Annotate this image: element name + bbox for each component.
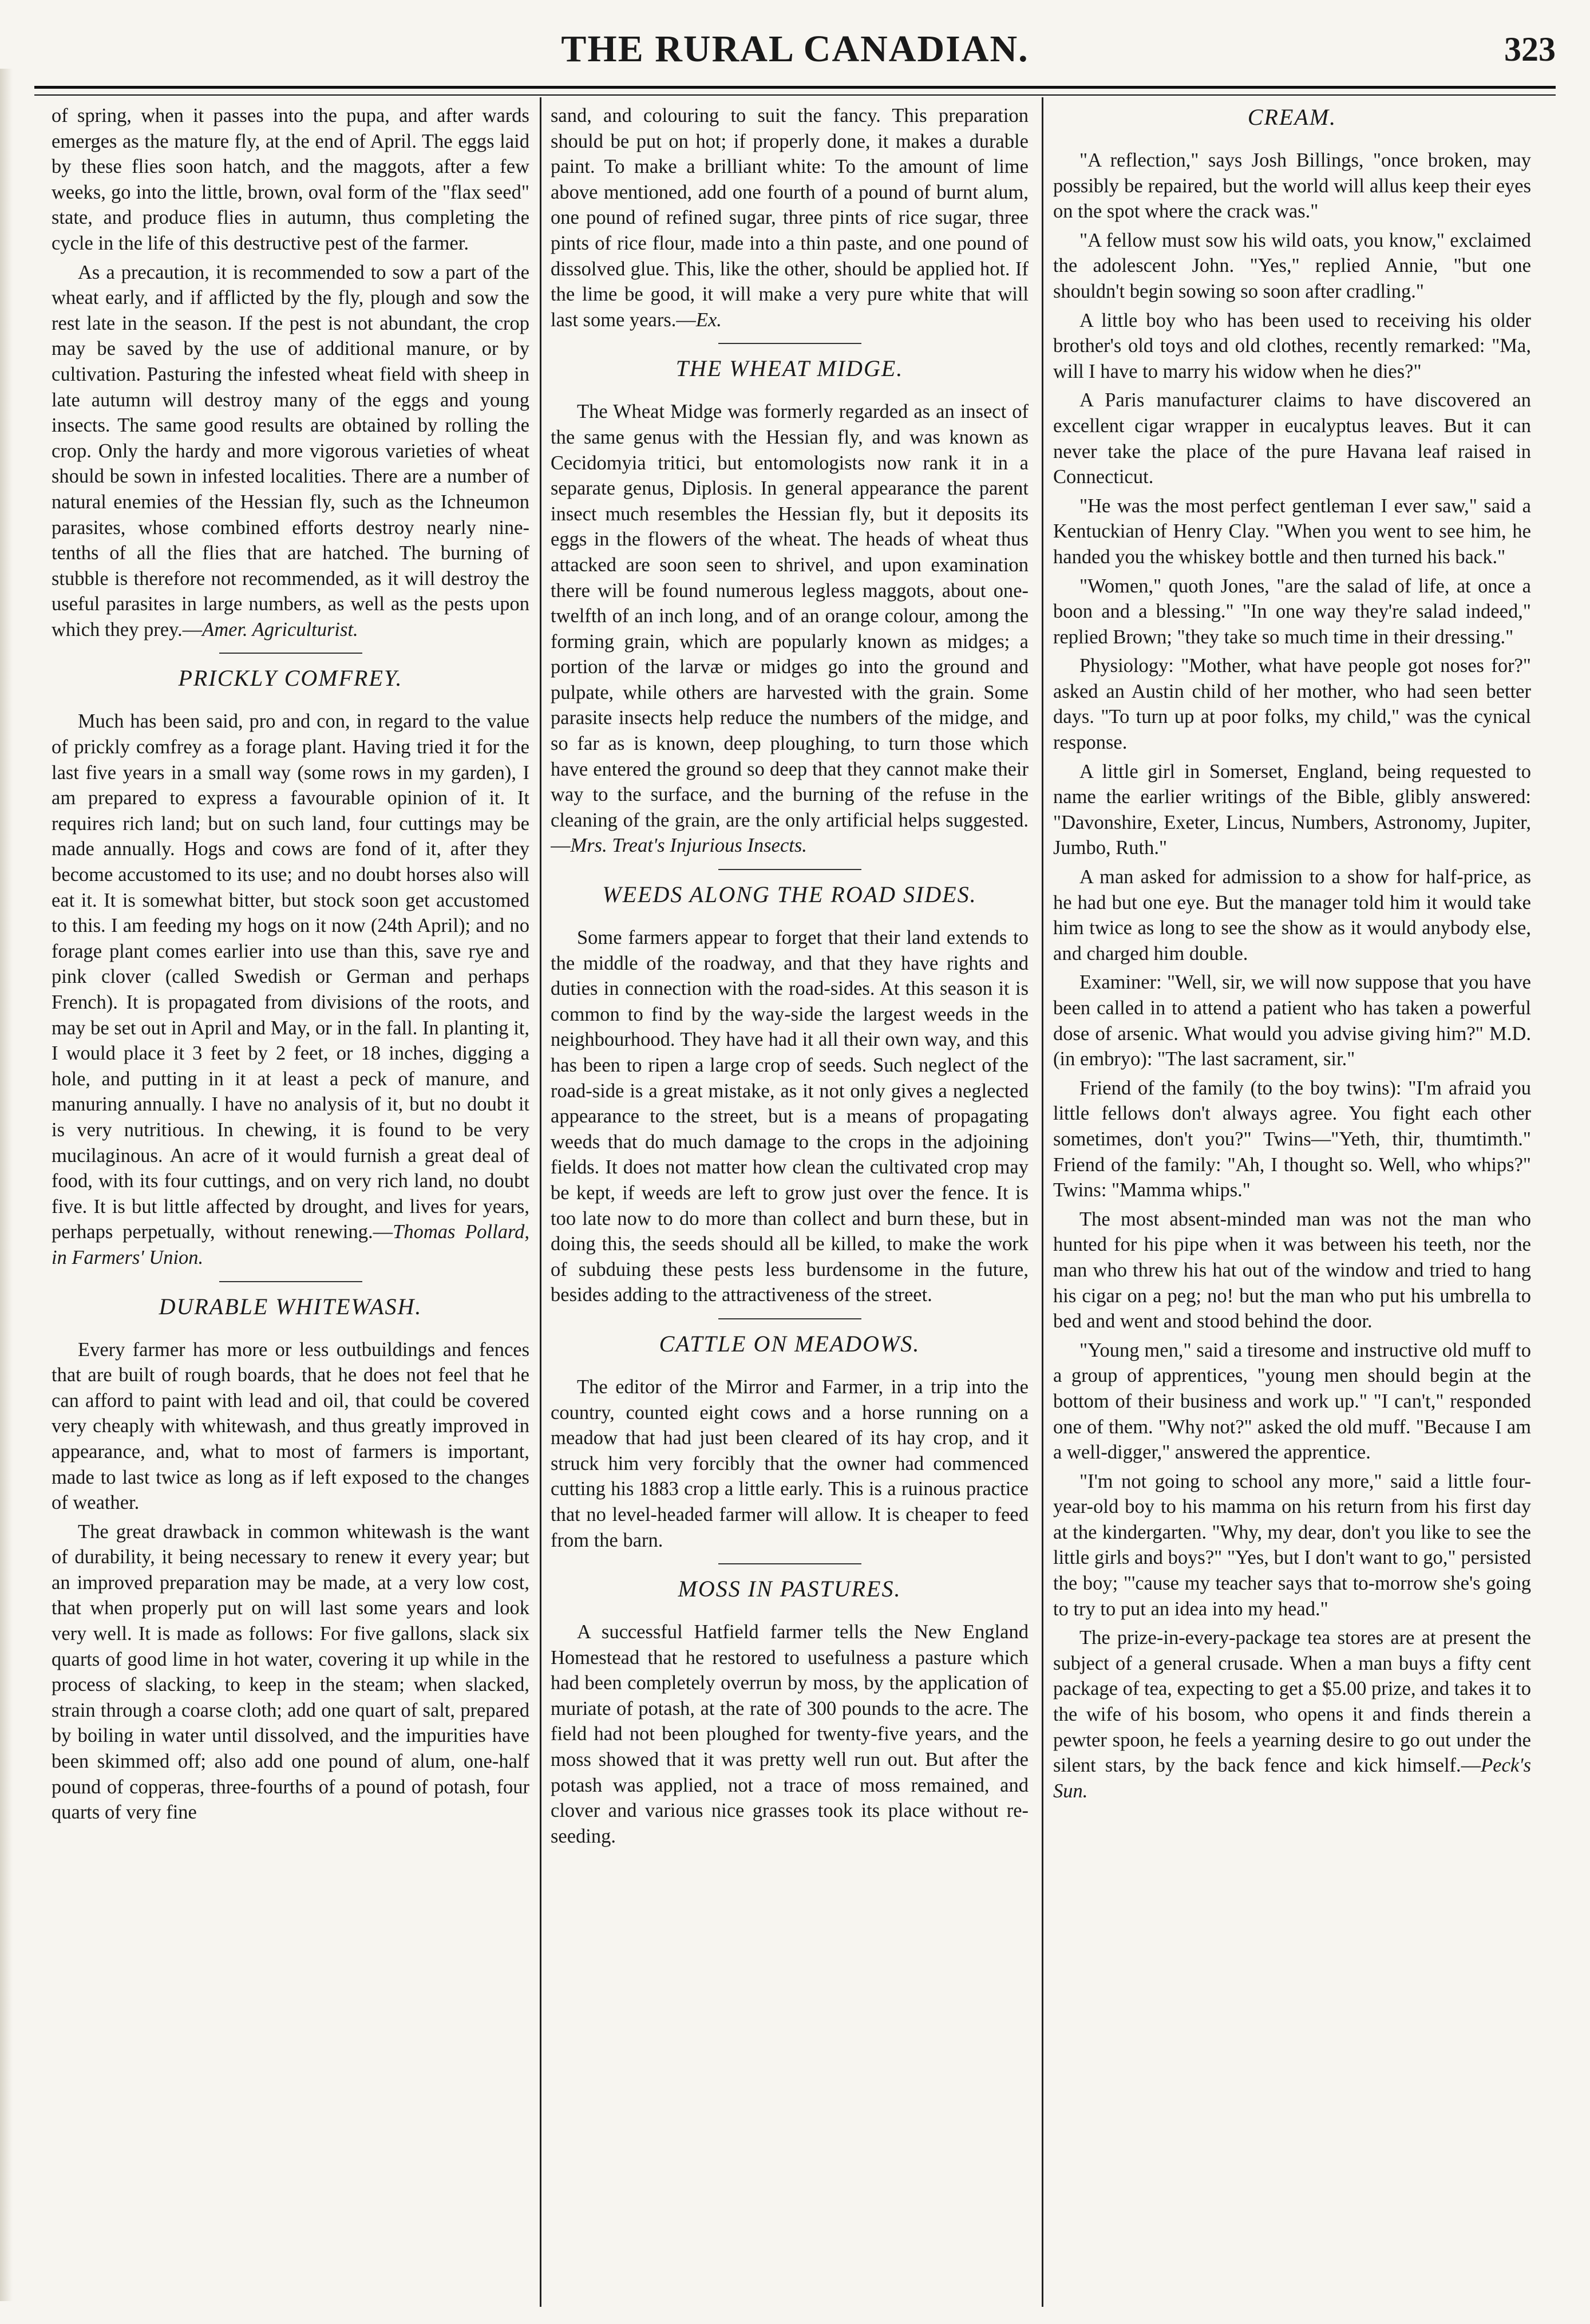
paragraph: "A reflection," says Josh Billings, "once broken, may possibly be repaired, but the world will allus keep their eyes on the spot where the crack was." (1053, 149, 1531, 223)
article-heading: MOSS IN PASTURES. (678, 1576, 901, 1602)
paragraph: Examiner: "Well, sir, we will now suppose that you have been called in to attend a patient who has taken a powerful dose of arsenic. What would you advise giving him?" M.D. (in embryo): "The last sacrament, sir." (1053, 971, 1531, 1070)
paragraph: A little boy who has been used to receiving his older brother's old toys and old clothes, recently remarked: "Ma, will I have to marry his widow when he dies?" (1053, 309, 1531, 382)
paragraph: sand, and colouring to suit the fancy. This preparation should be put on hot; if properly done, it makes a durable paint. To make a brilliant white: To the amount of lime above mentioned, add one fourth of a pound of burnt alum, one pound of refined sugar, three pints of rice sugar, three pints of rice flour, made into a thin paste, and one pound of dissolved glue. This, like the other, should be applied hot. If the lime be good, it will make a very pure white that will last some years.—Ex. (551, 105, 1029, 331)
paragraph: The most absent-minded man was not the man who hunted for his pipe when it was between his teeth, nor the man who threw his hat out of the window and tried to hang his cigar on a peg; no! but the man who put his umbrella to bed and went and stood behind the door. (1053, 1208, 1531, 1333)
article-separator (718, 343, 861, 344)
column-middle (551, 103, 1029, 2295)
paragraph: The prize-in-every-package tea stores are at present the subject of a general crusade. When a man buys a fifty cent package of tea, expecting to get a $5.00 prize, and takes it to the wife of his bosom, who opens it and finds therein a pewter spoon, he feels a yearning desire to go out under the silent stars, by the back fence and kick himself.—Peck's Sun. (1053, 1627, 1531, 1802)
column-rule (1042, 97, 1043, 2307)
article-heading: WEEDS ALONG THE ROAD SIDES. (602, 882, 977, 908)
paragraph: "He was the most perfect gentleman I ever saw," said a Kentuckian of Henry Clay. "When you went to see him, he handed you the whiskey bottle and then turned his back." (1053, 495, 1531, 568)
column-right (1053, 103, 1531, 2295)
paragraph: The editor of the Mirror and Farmer, in a trip into the country, counted eight cows and a horse running on a meadow that had just been cleared of its hay crop, and it struck him very forcibly that the owner had commenced cutting his 1883 crop a little early. This is a ruinous practice that no level-headed farmer will allow. It is cheaper to feed from the barn. (551, 1376, 1029, 1551)
paragraph: "Women," quoth Jones, "are the salad of life, at once a boon and a blessing." "In one way they're salad indeed," replied Brown; "they take so much time in their dressing." (1053, 575, 1531, 648)
page-number: 323 (1504, 30, 1556, 68)
article-source: Peck's Sun. (1053, 1754, 1531, 1802)
paragraph: Much has been said, pro and con, in regard to the value of prickly comfrey as a forage plant. Having tried it for the last five years in a small way (some rows in my garden), I am prepared to express a favourable opinion of it. It requires rich land; but on such land, four cuttings may be made annually. Hogs and cows are fond of it, after they become accustomed to its use; and no doubt horses also will eat it. It is somewhat bitter, but stock soon get accustomed to this. I am feeding my hogs on it now (24th April); and no forage plant comes earlier into use than this, save rye and pink clover (called Swedish or German and perhaps French). It is propagated from divisions of the roots, and may be set out in April and May, or in the fall. In planting it, I would place it 3 feet by 2 feet, or 18 inches, digging a hole, and putting in it at least a peck of manure, and manuring annually. I have no analysis of it, but no doubt it is very nutritious. In chewing, it is found to be very mucilaginous. An acre of it would furnish a great deal of food, with its four cuttings, and on very rich land, no doubt five. It is but little affected by drought, and lives for years, perhaps perpetually, without renewing.—Thomas Pollard, in Farmers' Union. (52, 710, 529, 1268)
article-heading: CATTLE ON MEADOWS. (659, 1330, 920, 1357)
article-heading: DURABLE WHITEWASH. (159, 1293, 422, 1319)
article-separator (718, 1318, 861, 1319)
paragraph: A Paris manufacturer claims to have discovered an excellent cigar wrapper in eucalyptus leaves. But it can never take the place of the pure Havana leaf raised in Connecticut. (1053, 389, 1531, 488)
paragraph: "I'm not going to school any more," said a little four-year-old boy to his mamma on his return from his first day at the kindergarten. "Why, my dear, don't you like to see the little girls and boys?" "Yes, but I don't want to go," persisted the boy; "'cause my teacher says that to-morrow she's going to try to put an idea into my head." (1053, 1470, 1531, 1620)
article-separator (718, 1563, 861, 1564)
article-heading: CREAM. (1247, 104, 1337, 130)
column-rule (540, 97, 541, 2307)
paragraph: Some farmers appear to forget that their land extends to the middle of the roadway, and that they have rights and duties in connection with the road-sides. At this season it is common to find by the way-side the largest weeds in the neighbourhood. They have had it all their own way, and this has been to ripen a large crop of seeds. Such neglect of the road-side is a great mistake, as it not only gives a neglected appearance to the street, but is a means of propagating weeds that do much damage to the crops in the adjoining fields. It does not matter how clean the cultivated crop may be kept, if weeds are left to grow just over the fence. It is too late now to do more than collect and burn these, but in doing this, the seeds should all be killed, to make the work of subduing these pests less burdensome in the future, besides adding to the attractiveness of the street. (551, 927, 1029, 1306)
article-separator (219, 653, 362, 654)
article-source: Thomas Pollard, in Farmers' Union. (52, 1221, 529, 1268)
paragraph: As a precaution, it is recommended to sow a part of the wheat early, and if afflicted by the fly, plough and sow the rest late in the season. If the pest is not abundant, the crop may be saved by the use of additional manure, or by cultivation. Pasturing the infested wheat field with sheep in late autumn will destroy many of the eggs and young insects. The same good results are obtained by rolling the crop. Only the hardy and more vigorous varieties of wheat should be sown in infested localities. There are a number of natural enemies of the Hessian fly, such as the Ichneumon parasites, whose combined efforts destroy nearly nine-tenths of all the flies that are hatched. The burning of stubble is therefore not recommended, as it will destroy the useful parasites in large numbers, as well as the pests upon which they prey.—Amer. Agriculturist. (52, 261, 529, 641)
paragraph: "Young men," said a tiresome and instructive old muff to a group of apprentices, "young men should begin at the bottom of their business and work up." "I can't," responded one of them. "Why not?" asked the old muff. "Because I am a well-digger," answered the apprentice. (1053, 1339, 1531, 1464)
paragraph: Every farmer has more or less outbuildings and fences that are built of rough boards, that he does not feel that he can afford to paint with lead and oil, that could be covered very cheaply with whitewash, and thus greatly improved in appearance, and, what to most of farmers is important, made to last twice as long as if left exposed to the changes of weather. (52, 1338, 529, 1514)
paragraph: Friend of the family (to the boy twins): "I'm afraid you little fellows don't always agree. You fight each other sometimes, don't you?" Twins—"Yeth, thir, thumtimth." Friend of the family: "Ah, I thought so. Well, who whips?" Twins: "Mamma whips." (1053, 1077, 1531, 1201)
article-separator (219, 1281, 362, 1282)
paragraph: "A fellow must sow his wild oats, you know," exclaimed the adolescent John. "Yes," replied Annie, "but one shouldn't begin sowing so soon after cradling." (1053, 229, 1531, 302)
paragraph: of spring, when it passes into the pupa, and after wards emerges as the mature fly, at the end of April. The eggs laid by these flies soon hatch, and the maggots, after a few weeks, go into the little, brown, oval form of the "flax seed" state, and produce flies in autumn, thus completing the cycle in the life of this destructive pest of the farmer. (52, 105, 529, 254)
paragraph: Physiology: "Mother, what have people got noses for?" asked an Austin child of her mother, who had seen better days. "To turn up at poor folks, my child," was the cynical response. (1053, 655, 1531, 754)
page-header (34, 17, 1556, 80)
column-left (52, 103, 529, 2295)
running-title: THE RURAL CANADIAN. (561, 28, 1029, 70)
paragraph: A successful Hatfield farmer tells the New England Homestead that he restored to usefulness a pasture which had been completely overrun by moss, by the application of muriate of potash, at the rate of 300 pounds to the acre. The field had not been ploughed for twenty-five years, and the moss showed that it was pretty well run out. But after the potash was applied, not a trace of moss remained, and clover and various nice grasses took its place without re-seeding. (551, 1621, 1029, 1847)
paragraph: The great drawback in common whitewash is the want of durability, it being necessary to renew it every year; but an improved preparation may be made, at a very low cost, that when properly put on will last some years and look very well. It is made as follows: For five gallons, slack six quarts of good lime in hot water, covering it up while in the process of slacking, to keep in the steam; when slacked, strain through a coarse cloth; add one quart of salt, prepared by boiling in water until dissolved, and the impurities have been skimmed off; also add one pound of alum, one-half pound of copperas, three-fourths of a pound of potash, four quarts of very fine (52, 1520, 529, 1824)
article-separator (718, 869, 861, 870)
article-heading: THE WHEAT MIDGE. (675, 355, 904, 382)
paragraph: A man asked for admission to a show for half-price, as he had but one eye. But the manager told him it would take him twice as long to see the show as it would anybody else, and charged him double. (1053, 866, 1531, 965)
article-heading: PRICKLY COMFREY. (178, 665, 403, 691)
article-source: Amer. Agriculturist. (202, 618, 358, 641)
article-source: Mrs. Treat's Injurious Insects. (570, 835, 807, 857)
page-binding-edge (0, 69, 13, 2301)
header-rule (34, 86, 1556, 96)
paragraph: The Wheat Midge was formerly regarded as an insect of the same genus with the Hessian fly, and was known as Cecidomyia tritici, but entomologists now rank it in a separate genus, Diplosis. In general appearance the parent insect much resembles the Hessian fly, but it deposits its eggs in the flowers of the wheat. The heads of wheat thus attacked are soon seen to shrivel, and upon examination there will be found numerous legless maggots, about one-twelfth of an inch long, and of an orange colour, among the forming grain, which are popularly known as midges; a portion of the larvæ or midges go into the ground and pulpate, while others are harvested with the grain. Some parasite insects help reduce the numbers of the midge, and so far as is known, deep ploughing, to turn those which have entered the ground so deep that they cannot make their way to the surface, and the burning of the refuse in the cleaning of the grain, are the only artificial helps suggested.—Mrs. Treat's Injurious Insects. (551, 401, 1029, 857)
paragraph: A little girl in Somerset, England, being requested to name the earlier writings of the Bible, glibly answered: "Davonshire, Exeter, Lincus, Numbers, Astronomy, Jupiter, Jumbo, Ruth." (1053, 760, 1531, 859)
article-source: Ex. (695, 309, 722, 331)
